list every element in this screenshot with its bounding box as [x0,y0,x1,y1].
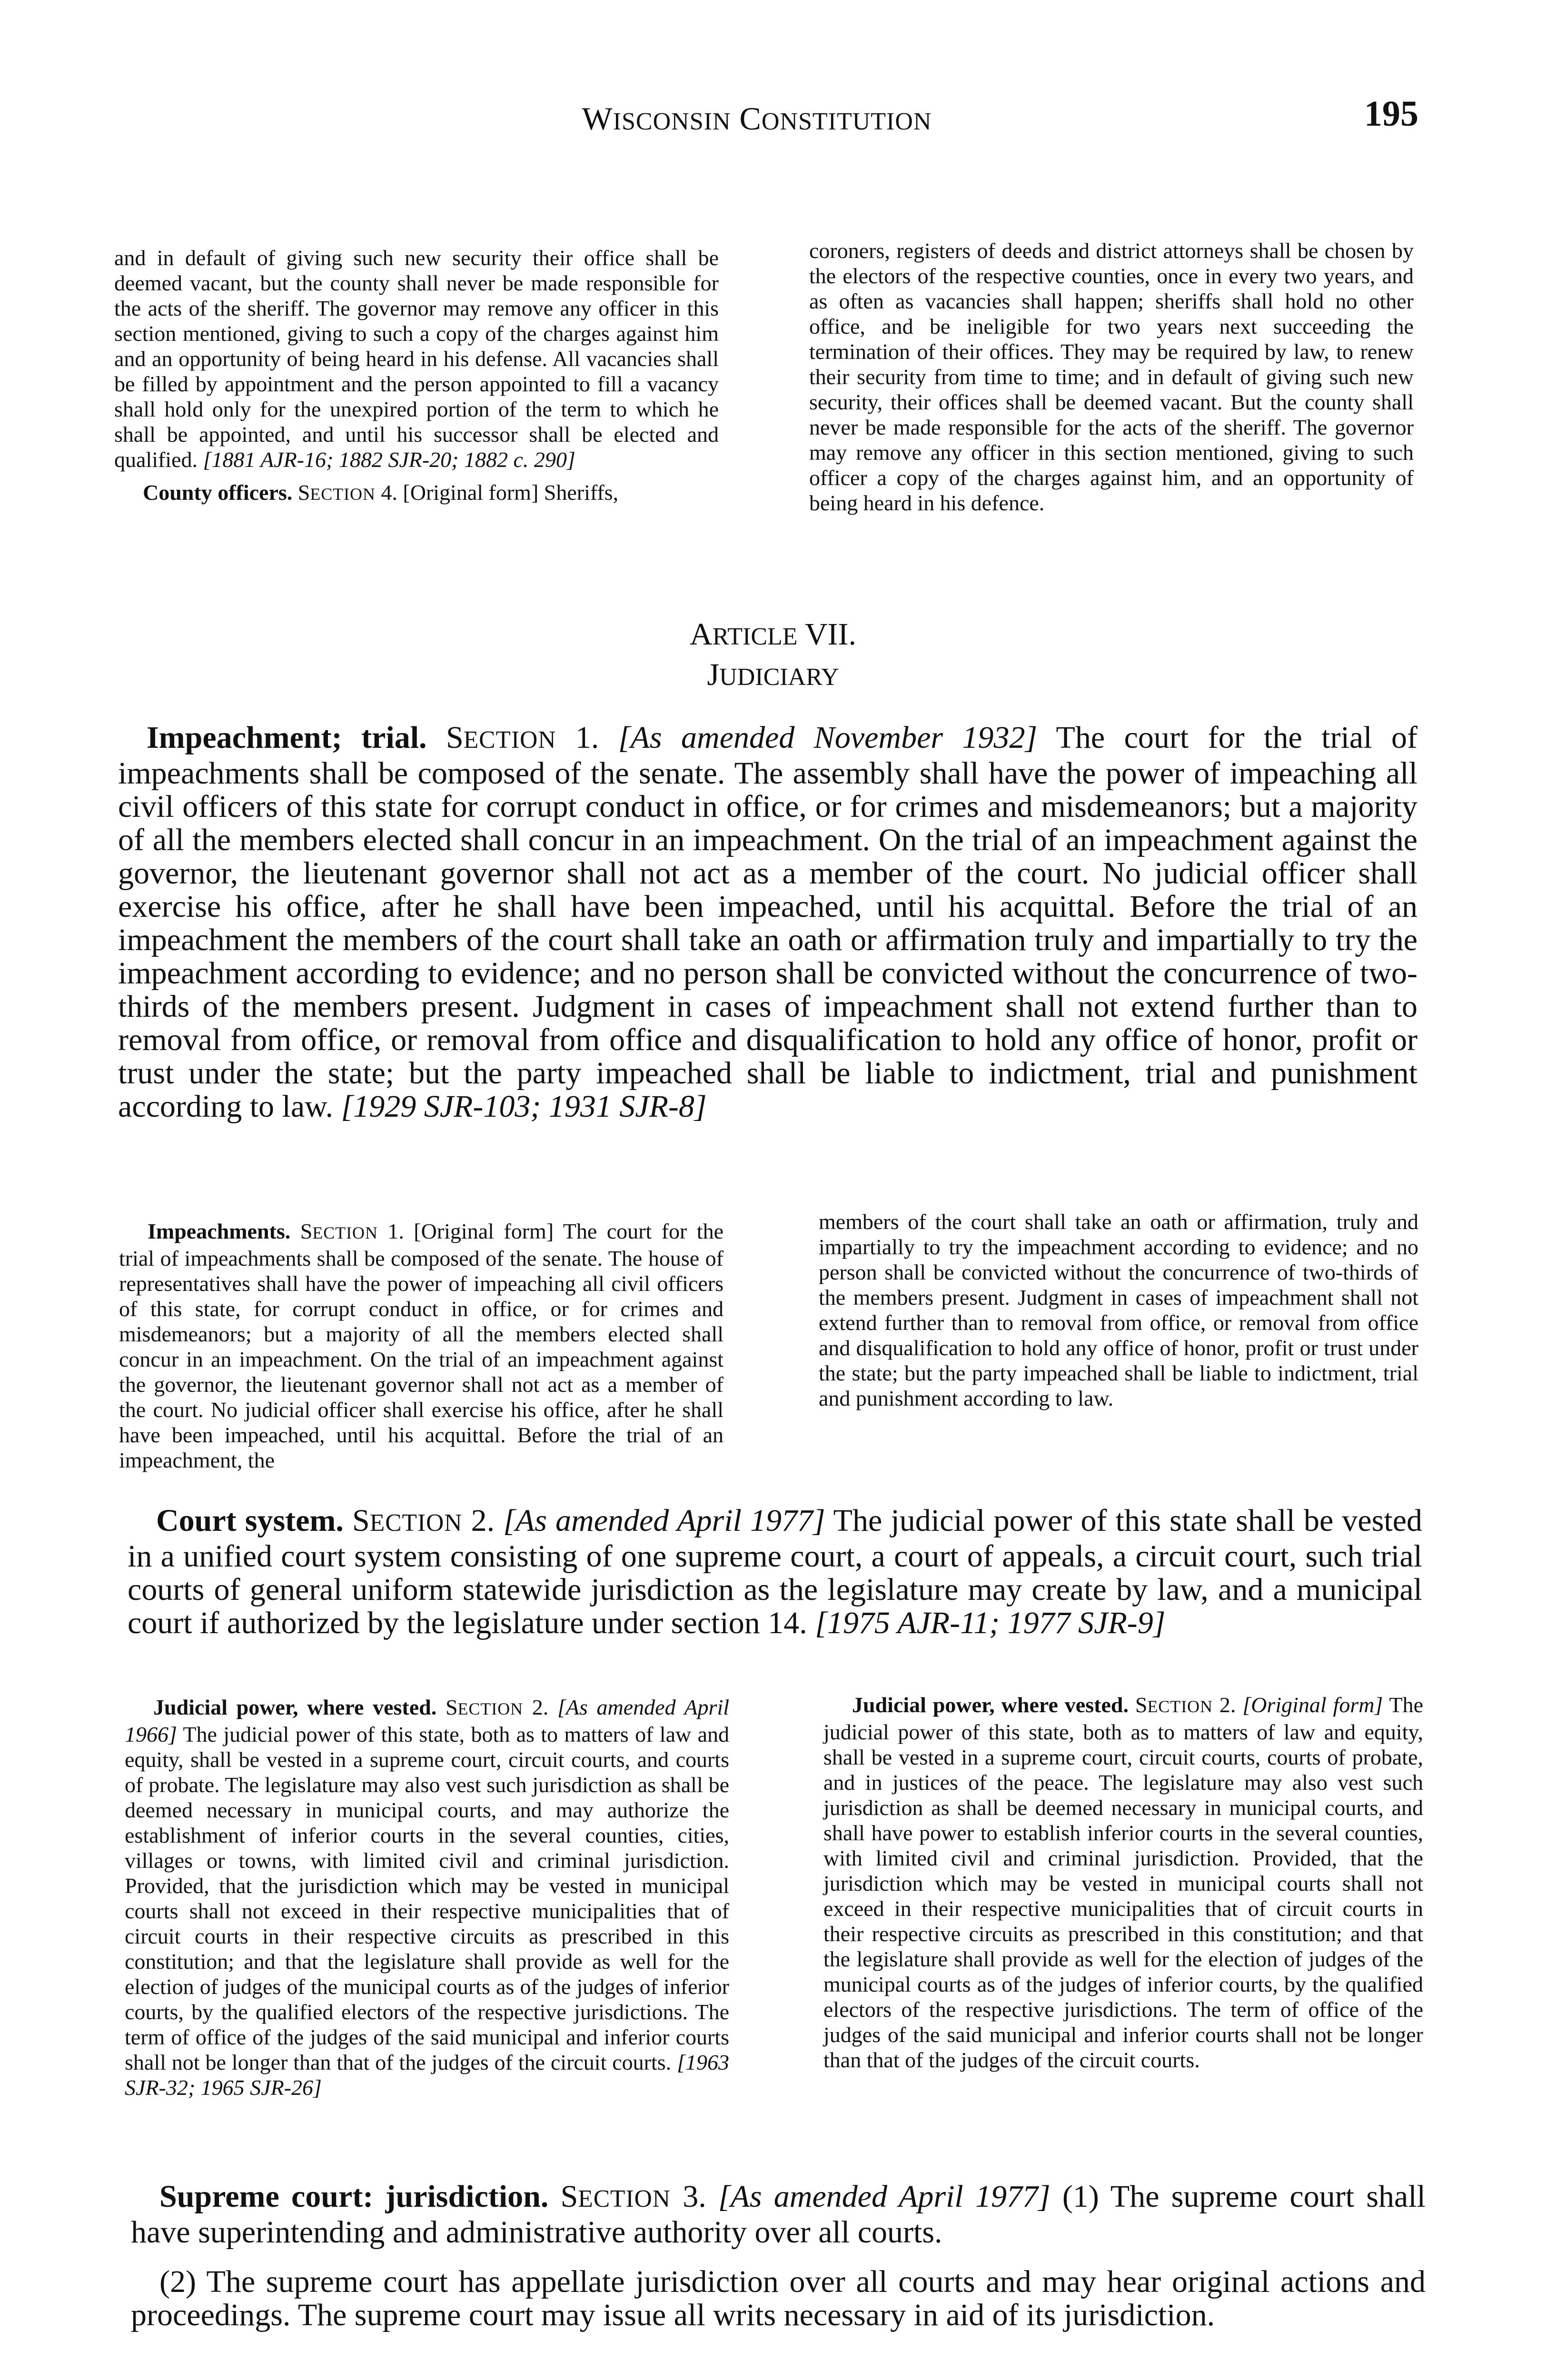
county-officers-continued: coroners, registers of deeds and district attorneys shall be chosen by the electors of the respective counties, once in every two years, and as often as vacancies shall happen; sheriffs shall hold no other office, and be ineligible for two years next succeeding the termination of their offices. They may be required by law, to renew their security from time to time; and in default of giving such new security, their offices shall be deemed vacant. But the county shall never be made responsible for the acts of the sheriff. The governor may remove any officer in this section mentioned, giving to such officer a copy of the charges against him, and an opportunity of being heard in his defence. [809,238,1414,515]
impeachments-original-left: Impeachments. SECTION 1. [Original form] The court for the trial of impeachments shall be composed of the senate. The house of representatives shall have the power of impeaching all civil officers of this state, for corrupt conduct in office, or for crimes and misdemeanors; but a majority of all the members elected shall concur in an impeachment. On the trial of an impeachment against the governor, the lieutenant governor shall not act as a member of the court. No judicial officer shall exercise his office, after he shall have been impeached, until his acquittal. Before the trial of an impeachment, the [119,1219,724,1472]
page-number: 195 [1364,94,1418,134]
impeachments-original-right: members of the court shall take an oath or affirmation, truly and impartially to try the impeachment according to evidence; and no person shall be convicted without the concurrence of two-thirds of the members present. Judgment in cases of impeachment shall not extend further than to removal from office, or removal from office and disqualification to hold any office of honor, profit or trust under the state; but the party impeached shall be liable to indictment, trial and punishment according to law. [819,1210,1418,1410]
article-title: JUDICIARY [707,657,839,692]
article-number: ARTICLE VII. [690,617,856,652]
running-header: WISCONSIN CONSTITUTION [582,100,932,137]
county-officers-paragraph: County officers. SECTION 4. [Original form] Sheriffs, [143,480,619,505]
supreme-court-para2: (2) The supreme court has appellate jurisdiction over all courts and may hear original actions and proceedings. The supreme court may issue all writs necessary in aid of its jurisdiction. [131,2264,1426,2332]
impeachment-heading: Impeachment; trial. [147,720,427,755]
impeachment-section: Impeachment; trial. SECTION 1. [As amended November 1932] The court for the trial of impeachments shall be composed of the senate. The assembly shall have the power of impeaching all civil officers of this state for corrupt conduct in office, or for crimes and misdemeanors; but a majority of all the members elected shall concur in an impeachment. On the trial of an impeachment against the governor, the lieutenant governor shall not act as a member of the court. No judicial officer shall exercise his office, after he shall have been impeached, until his acquittal. Before the trial of an impeachment the members of the court shall take an oath or affirmation truly and impartially to try the impeachment according to evidence; and no person shall be convicted without the concurrence of two-thirds of the members present. Judgment in cases of impeachment shall not extend further than to removal from office, or removal from office and disqualification to hold any office of honor, profit or trust under the state; but the party impeached shall be liable to indictment, trial and punishment according to law. [1929 SJR-103; 1931 SJR-8] [118,720,1417,1124]
court-system-heading: Court system. [156,1503,344,1538]
supreme-court-heading: Supreme court: jurisdiction. [159,2179,549,2214]
court-system-section: Court system. SECTION 2. [As amended April 1977] The judicial power of this state shall be vested in a unified court system consisting of one supreme court, a court of appeals, a circuit court, such trial courts of general uniform statewide jurisdiction as the legislature may create by law, and a municipal court if authorized by the legislature under section 14. [1975 AJR-11; 1977 SJR-9] [128,1503,1423,1640]
judicial-power-original: Judicial power, where vested. SECTION 2. [Original form] The judicial power of this state, both as to matters of law and equity, shall be vested in a supreme court, circuit courts, courts of probate, and in justices of the peace. The legislature may also vest such jurisdiction as shall be deemed necessary in municipal courts, and shall have power to establish inferior courts in the several counties, with limited civil and criminal jurisdiction. Provided, that the jurisdiction which may be vested in municipal courts shall not exceed in their respective municipalities that of circuit courts in their respective circuits as prescribed in this constitution; and that the legislature shall provide as well for the election of judges of the municipal courts as of the judges of inferior courts, by the qualified electors of the respective jurisdictions. The term of office of the judges of the said municipal and inferior courts shall not be longer than that of the judges of the circuit courts. [823,1693,1424,2072]
sheriff-text-continued: and in default of giving such new security their office shall be deemed vacant, but the county shall never be made responsible for the acts of the sheriff. The governor may remove any officer in this section mentioned, giving to such a copy of the charges against him and an opportunity of being heard in his defense. All vacancies shall be filled by appointment and the person appointed to fill a vacancy shall hold only for the unexpired portion of the term to which he shall be appointed, and until his successor shall be elected and qualified. [1881 AJR-16; 1882 SJR-20; 1882 c. 290] [114,246,719,472]
judicial-power-1966: Judicial power, where vested. SECTION 2. [As amended April 1966] The judicial power of this state, both as to matters of law and equity, shall be vested in a supreme court, circuit courts, and courts of probate. The legislature may also vest such jurisdiction as shall be deemed necessary in municipal courts, and may authorize the establishment of inferior courts in the several counties, cities, villages or towns, with limited civil and criminal jurisdiction. Provided, that the jurisdiction which may be vested in municipal courts shall not exceed in their respective municipalities that of circuit courts in their respective circuits as prescribed in this constitution; and that the legislature shall provide as well for the election of judges of the municipal courts as of the judges of inferior courts, by the qualified electors of the respective jurisdictions. The term of office of the judges of the said municipal and inferior courts shall not be longer than that of the judges of the circuit courts. [1963 SJR-32; 1965 SJR-26] [125,1695,730,2100]
top-right-column [809,238,1414,516]
top-left-column [114,245,719,507]
supreme-court-section: Supreme court: jurisdiction. SECTION 3. [As amended April 1977] (1) The supreme court shall have superintending and administrative authority over all courts. (2) The supreme court has appellate jurisdiction over all courts and may hear original actions and proceedings. The supreme court may issue all writs necessary in aid of its jurisdiction. [131,2179,1426,2332]
